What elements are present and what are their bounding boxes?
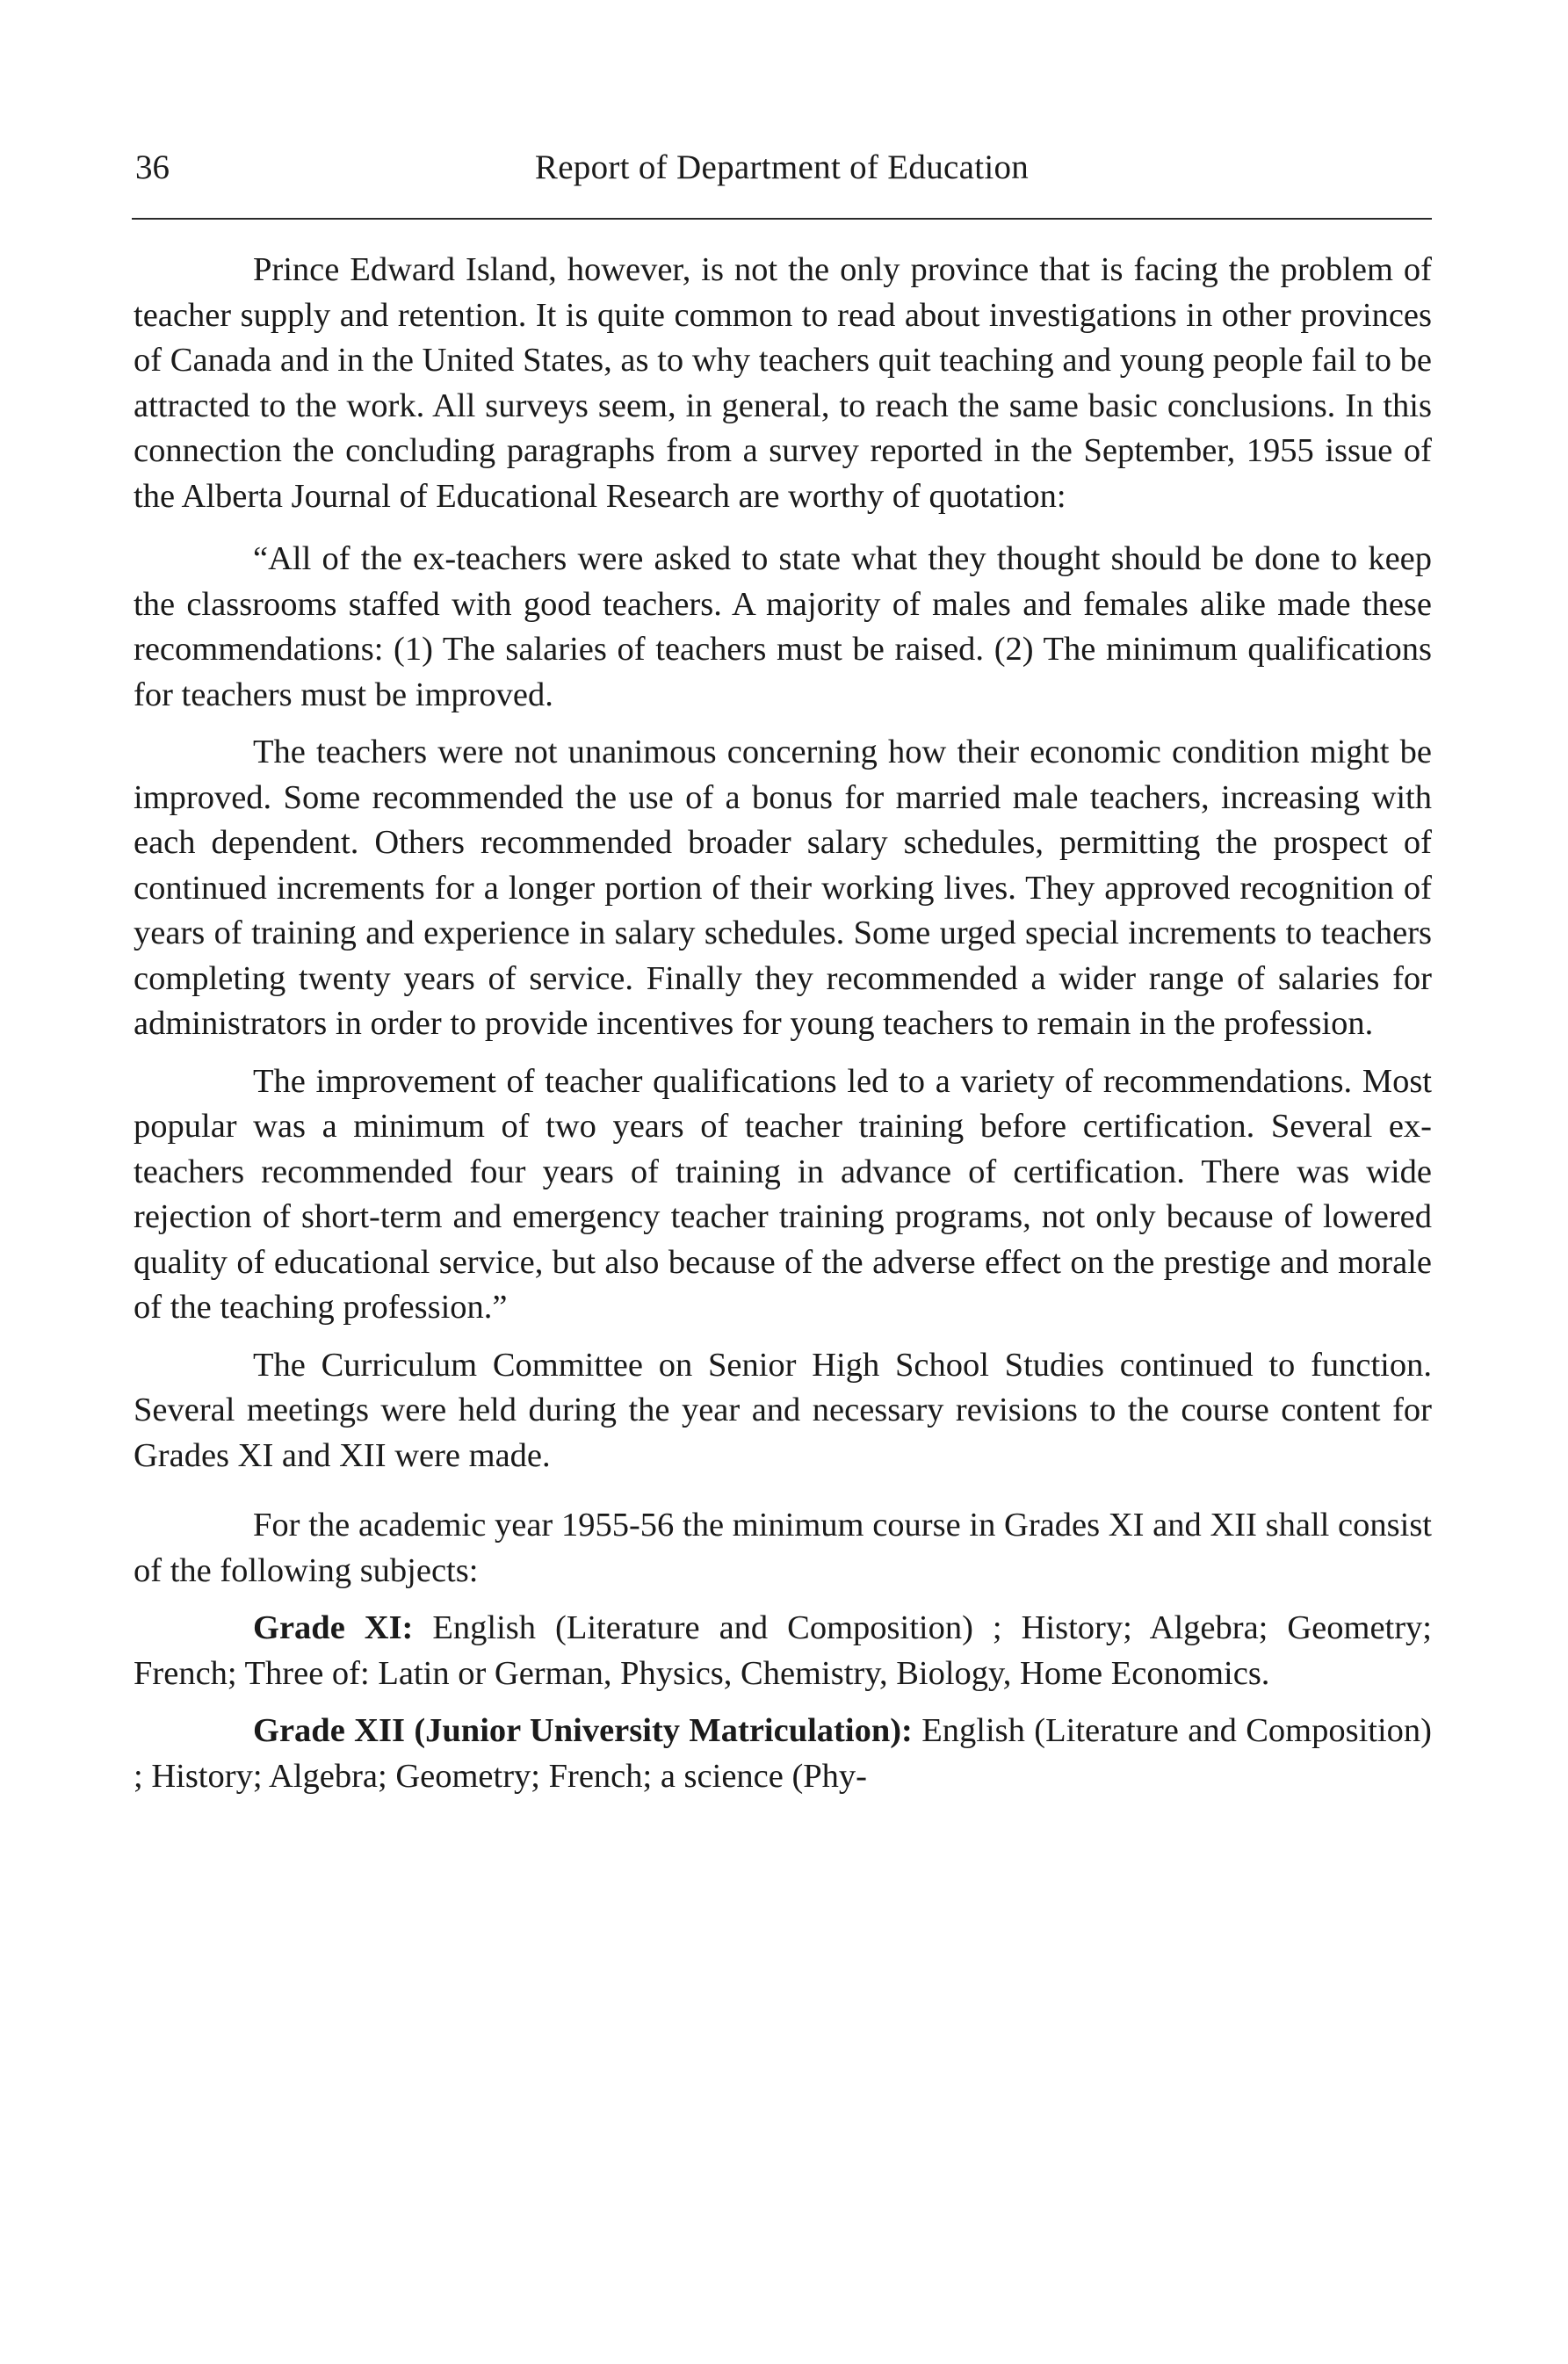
running-title: Report of Department of Education	[534, 148, 1030, 186]
paragraph-intro: Prince Edward Island, however, is not the only province that is facing the problem of teacher supply and retention. It is quite common to read about investigations in other provinces of Canada and in the United States, as to why teachers quit teaching and young people fail to be attracted to the work. All surveys seem, in general, to reach the same basic conclusions. In this connection the concluding paragraphs from a survey reported in the September, 1955 issue of the Alberta Journal of Educational Research are worthy of quotation:	[134, 251, 1432, 515]
header-rule	[132, 218, 1432, 220]
paragraph-quote-3: The improvement of teacher qualifications led to a variety of recommendations. Most popular was a minimum of two years of teacher training before certification. Several ex-teachers recommended four years of training in advance of certification. There was wide rejection of short-term and emergency teacher training programs, not only because of lowered quality of educational service, but also because of the adverse effect on the prestige and morale of the teaching profession.”	[134, 1062, 1432, 1326]
paragraph-curriculum: The Curriculum Committee on Senior High School Studies continued to function. Several meetings were held during the year and necessary revisions to the course content for Grades XI and XII were made.	[134, 1346, 1432, 1474]
paragraph-grade-xi	[134, 1606, 1432, 1696]
grade-xi-subjects: English (Literature and Composition) ; History; Algebra; Geometry; French; Three of: Latin or German, Physics, Chemistry, Biology, Home Economics.	[134, 1609, 1432, 1692]
paragraph-quote-2: The teachers were not unanimous concerning how their economic condition might be improved. Some recommended the use of a bonus for married male teachers, increasing with each dependent. Others recommended broader salary schedules, permitting the prospect of continued increments for a longer portion of their working lives. They approved recognition of years of training and experience in salary schedules. Some urged special increments to teachers completing twenty years of service. Finally they recommended a wider range of salaries for administrators in order to provide incentives for young teachers to remain in the profession.	[134, 734, 1432, 1042]
grade-xi-label: Grade XI:	[253, 1609, 414, 1646]
paragraph-quote-1: “All of the ex-teachers were asked to state what they thought should be done to keep the classrooms staffed with good teachers. A majority of males and females alike made these recommendations: (1) The salaries of teachers must be raised. (2) The minimum qualifications for teachers must be improved.	[134, 540, 1432, 713]
body-text	[134, 248, 1432, 1799]
paragraph-grade-xii	[134, 1709, 1432, 1799]
grade-xii-subjects: English (Literature and Composition) ; History; Algebra; Geometry; French; a science (Phy-	[134, 1712, 1432, 1795]
paragraph-academic-year: For the academic year 1955-56 the minimum course in Grades XI and XII shall consist of the following subjects:	[134, 1507, 1432, 1589]
page-number: 36	[135, 148, 170, 186]
page-header	[132, 148, 1432, 200]
grade-xii-label: Grade XII (Junior University Matriculation):	[253, 1712, 913, 1749]
